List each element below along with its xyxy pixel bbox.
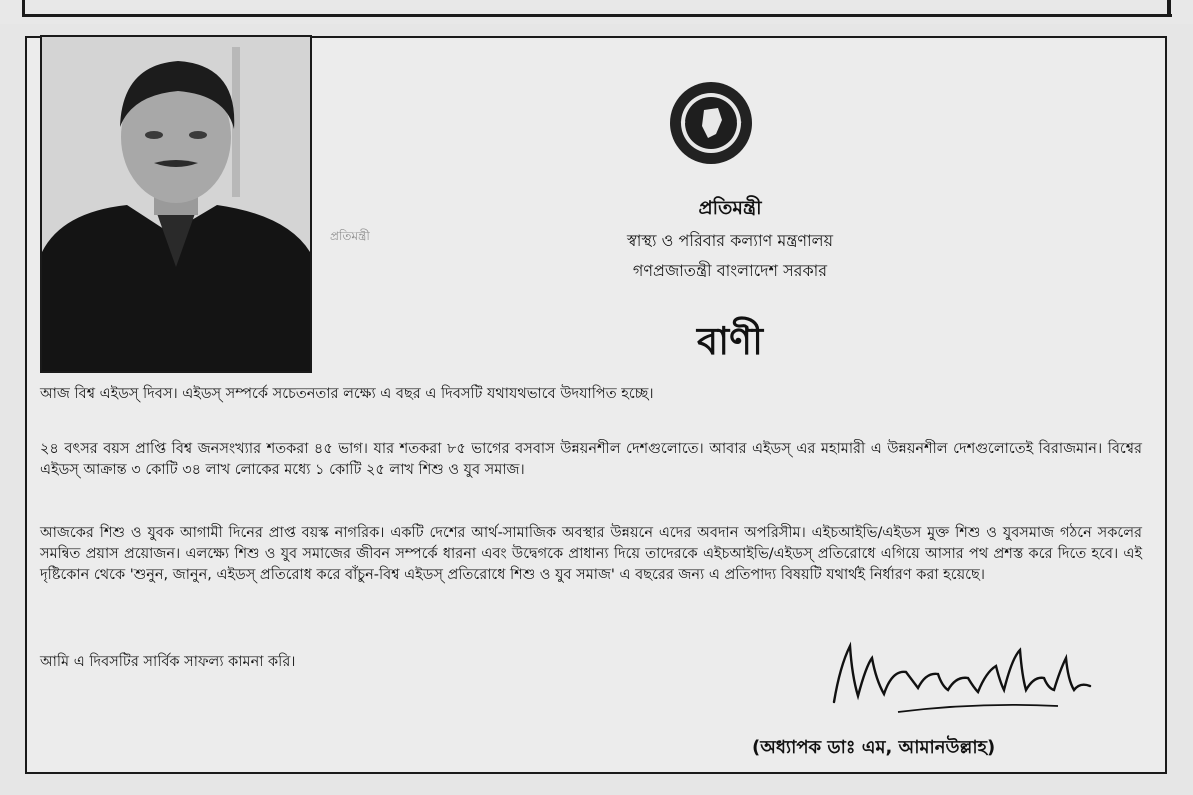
page-title: প্রতিমন্ত্রী: [698, 197, 762, 219]
minister-photo: [40, 35, 312, 373]
government-seal-icon: [668, 80, 754, 166]
paragraph-2: ২৪ বৎসর বয়স প্রাপ্তি বিশ্ব জনসংখ্যার শতকরা ৪৫ ভাগ। যার শতকরা ৮৫ ভাগের বসবাস উন্নয়নশীল দেশগুলোতে। আবার এইডস্ এর মহামারী এ উন্নয়নশীল দেশগুলোতেই বিরাজমান। বিশ্বের এইডস্ আক্রান্ত ৩ কোটি ৩৪ লাখ লোকের মধ্যে ১ কোটি ২৫ লাখ শিশু ও যুব সমাজ।: [40, 441, 1142, 478]
frame-edge-right: [1167, 0, 1171, 16]
paragraph-1: আজ বিশ্ব এইডস্ দিবস। এইডস্ সম্পর্কে সচেতনতার লক্ষ্যে এ বছর এ দিবসটি যথাযথভাবে উদযাপিত হচ্ছে।: [40, 386, 654, 402]
government-name: গণপ্রজাতন্ত্রী বাংলাদেশ সরকার: [632, 261, 828, 280]
ministry-name: স্বাস্থ্য ও পরিবার কল্যাণ মন্ত্রণালয়: [626, 231, 834, 250]
bleed-through-text: প্রতিমন্ত্রী: [330, 229, 370, 243]
divider-line: [22, 14, 1172, 17]
paragraph-3: আজকের শিশু ও যুবক আগামী দিনের প্রাপ্ত বয়স্ক নাগরিক। একটি দেশের আর্থ-সামাজিক অবস্থার উন্নয়নে এদের অবদান অপরিসীম। এইচআইভি/এইডস মুক্ত শিশু ও যুবসমাজ গঠনে সকলের সমন্বিত প্রয়াস প্রয়োজন। এলক্ষ্যে শিশু ও যুব সমাজের জীবন সম্পর্কে ধারনা এবং উদ্বেগকে প্রাধান্য দিয়ে তাদেরকে এইচআইভি/এইডস্ প্রতিরোধে এগিয়ে আসার পথ প্রশস্ত করে দিতে হবে। এই দৃষ্টিকোন থেকে 'শুনুন, জানুন, এইডস্ প্রতিরোধ করে বাঁচুন-বিশ্ব এইডস্ প্রতিরোধে শিশু ও যুব সমাজ' এ বছরের জন্য এ প্রতিপাদ্য বিষয়টি যথার্থই নির্ধারণ করা হয়েছে।: [40, 525, 1142, 583]
paragraph-4: আমি এ দিবসটির সার্বিক সাফল্য কামনা করি।: [40, 654, 296, 670]
handwritten-signature: [828, 636, 1108, 716]
message-heading: বাণী: [696, 319, 764, 363]
signer-name: (অধ্যাপক ডাঃ এম, আমানউল্লাহ): [752, 737, 996, 758]
frame-edge-left: [22, 0, 25, 16]
svg-text:★: ★: [736, 119, 743, 127]
previous-page-strip: [0, 0, 1193, 24]
svg-text:★: ★: [680, 119, 687, 127]
